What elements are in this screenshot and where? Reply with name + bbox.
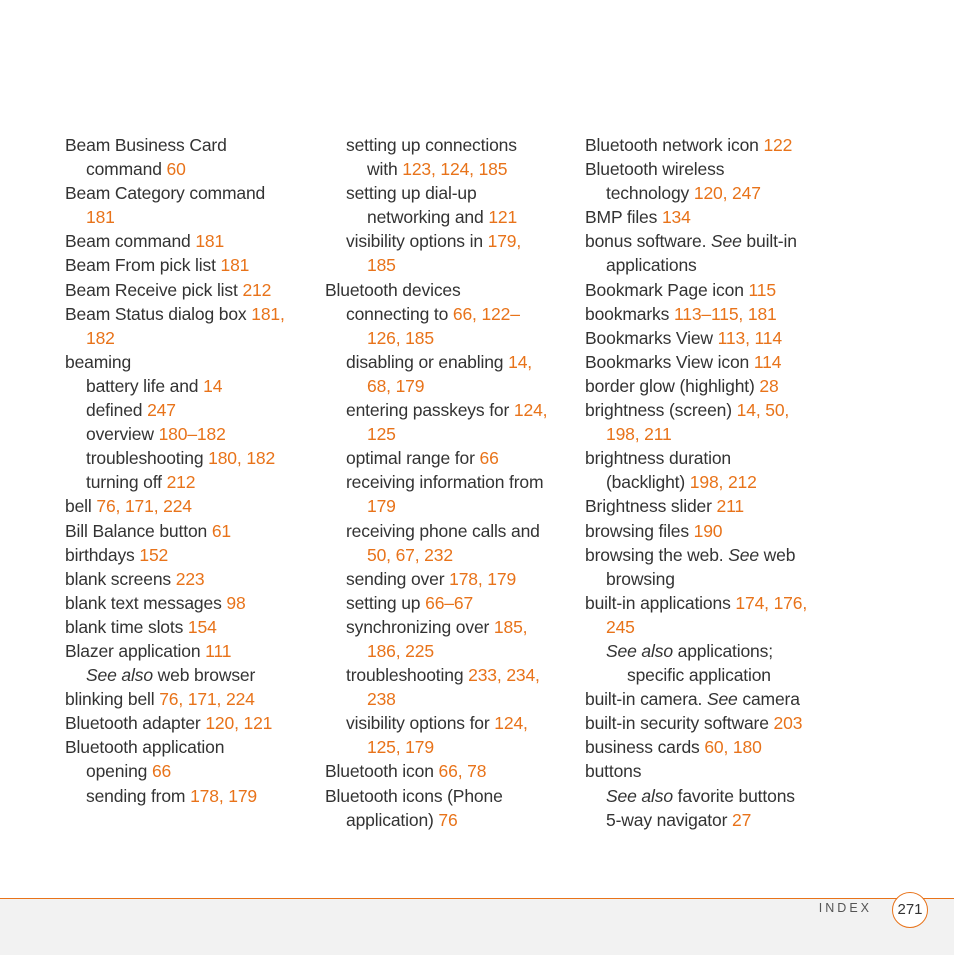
page-footer (0, 898, 954, 955)
page-reference[interactable]: 152 (139, 544, 169, 565)
entry-text: defined (86, 400, 148, 421)
page-reference[interactable]: 182 (86, 327, 115, 348)
index-entry (325, 302, 547, 326)
page-reference[interactable]: 179, (487, 231, 522, 252)
index-entry (65, 278, 285, 302)
entry-text: blank text messages (65, 592, 227, 613)
index-entry (325, 784, 547, 808)
entry-text: blank screens (65, 568, 176, 589)
entry-text: turning off (86, 472, 167, 493)
index-entry (585, 639, 807, 663)
page-reference[interactable]: 121 (488, 207, 518, 228)
index-entry (65, 205, 285, 229)
entry-text: networking and (367, 207, 489, 228)
index-entry (325, 543, 547, 567)
entry-text: Bookmark Page icon (585, 279, 749, 300)
entry-text: bookmarks (585, 303, 674, 324)
page-reference[interactable]: 198, 211 (606, 424, 672, 445)
entry-text: Bluetooth adapter (65, 713, 206, 734)
page-reference[interactable]: 223 (175, 568, 205, 589)
entry-text: with (367, 159, 403, 180)
entry-text: Beam Status dialog box (65, 303, 252, 324)
page-reference[interactable]: 178, 179 (190, 785, 257, 806)
entry-text: visibility options for (346, 713, 495, 734)
entry-text: application) (346, 809, 439, 830)
index-entry (585, 229, 807, 253)
entry-text: Bluetooth devices (325, 279, 461, 300)
page-reference[interactable]: 123, 124, 185 (402, 159, 508, 180)
cross-reference-label: See (706, 689, 738, 710)
page-reference[interactable]: 120, 247 (693, 183, 761, 204)
entry-text: Beam Receive pick list (65, 279, 243, 300)
index-entry (325, 278, 547, 302)
entry-text: overview (86, 424, 159, 445)
page-reference[interactable]: 115 (748, 279, 776, 300)
entry-text: optimal range for (346, 448, 480, 469)
index-entry (325, 422, 547, 446)
index-entry (585, 398, 807, 422)
index-column-2 (325, 133, 547, 832)
index-entry (65, 133, 285, 157)
entry-text: setting up (346, 592, 426, 613)
page-reference[interactable]: 66 (151, 761, 172, 782)
index-entry (585, 567, 807, 591)
index-column-1 (65, 133, 285, 808)
index-entry (585, 615, 807, 639)
index-entry (65, 639, 285, 663)
index-entry (65, 519, 285, 543)
entry-text: Beam Business Card (65, 135, 227, 155)
entry-text: opening (86, 761, 152, 782)
index-entry (65, 784, 285, 808)
entry-text: beaming (65, 351, 132, 372)
index-entry (585, 278, 807, 302)
entry-text: receiving information from (346, 472, 544, 493)
page-reference[interactable]: 124, (513, 400, 548, 421)
entry-text: battery life and (86, 375, 204, 396)
page-reference[interactable]: 180–182 (158, 424, 226, 445)
index-entry (585, 759, 807, 783)
page-reference[interactable]: 111 (205, 640, 232, 661)
entry-text: Blazer application (65, 640, 206, 661)
entry-text: Bookmarks View icon (585, 351, 754, 372)
index-entry (585, 205, 807, 229)
index-entry (325, 759, 547, 783)
entry-text: synchronizing over (346, 616, 494, 637)
page-reference[interactable]: 60 (166, 159, 186, 180)
index-entry (585, 470, 807, 494)
entry-text: BMP files (585, 207, 662, 228)
page-reference[interactable]: 181 (86, 207, 115, 228)
entry-text: Bluetooth network icon (585, 135, 764, 155)
page-reference[interactable]: 28 (759, 375, 779, 396)
entry-text: web browser (152, 665, 256, 686)
page-reference[interactable]: 203 (773, 713, 803, 734)
entry-text: troubleshooting (346, 665, 469, 686)
entry-text: blank time slots (65, 616, 188, 637)
page-reference[interactable]: 198, 212 (689, 472, 757, 493)
entry-text: setting up connections (346, 135, 517, 155)
index-entry (65, 374, 285, 398)
index-entry (325, 735, 547, 759)
entry-text: birthdays (65, 544, 140, 565)
index-entry (585, 374, 807, 398)
entry-text: border glow (highlight) (585, 375, 760, 396)
index-entry (585, 326, 807, 350)
index-entry (65, 663, 285, 687)
index-column-3 (585, 133, 807, 832)
page-reference[interactable]: 122 (763, 135, 793, 155)
entry-text: sending from (86, 785, 191, 806)
index-entry (585, 133, 807, 157)
entry-text: camera (737, 689, 800, 710)
index-entry (325, 446, 547, 470)
index-entry (325, 253, 547, 277)
entry-text: browsing (606, 568, 675, 589)
index-entry (585, 253, 807, 277)
index-entry (585, 519, 807, 543)
cross-reference-label: See also (606, 785, 673, 806)
entry-text: troubleshooting (86, 448, 209, 469)
index-entry (325, 350, 547, 374)
entry-text: 5-way navigator (606, 809, 732, 830)
page-reference[interactable]: 50, 67, 232 (367, 544, 453, 565)
index-entry (585, 784, 807, 808)
page-reference[interactable]: 126, 185 (367, 327, 434, 348)
entry-text: visibility options in (346, 231, 488, 252)
index-entry (585, 687, 807, 711)
index-entry (325, 398, 547, 422)
entry-text: built-in applications (585, 592, 736, 613)
cross-reference-label: See (728, 544, 759, 565)
page-reference[interactable]: 66, 122– (452, 303, 520, 324)
index-entry (65, 567, 285, 591)
page-reference[interactable]: 185 (367, 255, 396, 276)
index-entry (325, 711, 547, 735)
page-reference[interactable]: 179 (367, 496, 396, 517)
page-reference[interactable]: 113, 114 (717, 327, 782, 348)
index-entry (65, 398, 285, 422)
entry-text: disabling or enabling (346, 351, 509, 372)
page-reference[interactable]: 14 (203, 375, 223, 396)
index-entry (65, 494, 285, 518)
index-entry (585, 494, 807, 518)
page-reference[interactable]: 212 (242, 279, 272, 300)
entry-text: Bluetooth icon (325, 761, 439, 782)
page-reference[interactable]: 66, 78 (438, 761, 487, 782)
index-entry (65, 711, 285, 735)
index-entry (585, 422, 807, 446)
index-entry (65, 470, 285, 494)
index-entry (325, 326, 547, 350)
index-entry (65, 687, 285, 711)
index-entry (585, 663, 807, 687)
entry-text: sending over (346, 568, 450, 589)
entry-text: setting up dial-up (346, 183, 477, 204)
entry-text: brightness (screen) (585, 400, 737, 421)
entry-text: brightness duration (585, 448, 731, 469)
index-entry (585, 350, 807, 374)
index-entry (65, 229, 285, 253)
page-reference[interactable]: 238 (367, 689, 396, 710)
index-entry (325, 591, 547, 615)
page-reference[interactable]: 190 (693, 520, 723, 541)
cross-reference-label: See (711, 231, 742, 252)
page-reference[interactable]: 120, 121 (205, 713, 273, 734)
index-entry (585, 543, 807, 567)
index-entry (65, 759, 285, 783)
index-entry (65, 591, 285, 615)
page-reference[interactable]: 211 (716, 496, 744, 517)
index-entry (325, 808, 547, 832)
entry-text: Bill Balance button (65, 520, 212, 541)
index-entry (325, 639, 547, 663)
index-entry (325, 519, 547, 543)
index-entry (325, 663, 547, 687)
index-entry (585, 446, 807, 470)
entry-text: command (86, 159, 167, 180)
entry-text: browsing files (585, 520, 694, 541)
entry-text: specific application (627, 665, 771, 686)
page-reference[interactable]: 14, 50, (736, 400, 790, 421)
cross-reference-label: See also (606, 640, 673, 661)
entry-text: applications (606, 255, 697, 276)
entry-text: Beam From pick list (65, 255, 221, 276)
index-entry (325, 567, 547, 591)
page-reference[interactable]: 68, 179 (367, 375, 425, 396)
entry-text: Brightness slider (585, 496, 717, 517)
page-reference[interactable]: 174, 176, (735, 592, 808, 613)
page-reference[interactable]: 113–115, 181 (673, 303, 777, 324)
entry-text: browsing the web. (585, 544, 729, 565)
page-reference[interactable]: 66–67 (425, 592, 474, 613)
entry-text: applications; (672, 640, 773, 661)
index-entry (325, 205, 547, 229)
index-entry (325, 157, 547, 181)
page-reference[interactable]: 134 (661, 207, 691, 228)
entry-text: built-in camera. (585, 689, 707, 710)
index-entry (65, 735, 285, 759)
index-entry (65, 253, 285, 277)
entry-text: bell (65, 496, 97, 517)
index-entry (325, 133, 547, 157)
page-reference[interactable]: 178, 179 (449, 568, 517, 589)
page-reference[interactable]: 181 (220, 255, 250, 276)
page-reference[interactable]: 185, (493, 616, 528, 637)
page-reference[interactable]: 154 (187, 616, 217, 637)
page-reference[interactable]: 181, (251, 303, 285, 324)
page-reference[interactable]: 60, 180 (704, 737, 762, 758)
index-entry (585, 591, 807, 615)
page-reference[interactable]: 76, 171, 224 (159, 689, 255, 710)
index-entry (325, 494, 547, 518)
page-reference[interactable]: 76 (438, 809, 458, 830)
index-entry (585, 808, 807, 832)
index-entry (65, 181, 285, 205)
entry-text: Bluetooth application (65, 737, 225, 758)
entry-text: blinking bell (65, 689, 160, 710)
index-entry (585, 302, 807, 326)
index-entry (585, 711, 807, 735)
index-entry (585, 157, 807, 181)
index-entry (325, 374, 547, 398)
page-reference[interactable]: 66 (479, 448, 499, 469)
page-reference[interactable]: 233, 234, (468, 665, 540, 686)
section-label: INDEX (818, 901, 872, 915)
entry-text: receiving phone calls and (346, 520, 540, 541)
index-entry (65, 157, 285, 181)
page-reference[interactable]: 245 (606, 616, 635, 637)
index-entry (65, 302, 285, 326)
index-entry (325, 229, 547, 253)
page-reference[interactable]: 125 (367, 424, 396, 445)
index-entry (585, 735, 807, 759)
entry-text: connecting to (346, 303, 453, 324)
page-reference[interactable]: 124, (494, 713, 528, 734)
index-entry (585, 181, 807, 205)
entry-text: web (758, 544, 796, 565)
page-reference[interactable]: 98 (226, 592, 246, 613)
entry-text: business cards (585, 737, 705, 758)
entry-text: Bookmarks View (585, 327, 718, 348)
page-reference[interactable]: 186, 225 (367, 640, 434, 661)
page-reference[interactable]: 61 (211, 520, 231, 541)
index-entry (65, 422, 285, 446)
entry-text: Bluetooth icons (Phone (325, 785, 503, 806)
page-reference[interactable]: 27 (732, 809, 752, 830)
cross-reference-label: See also (86, 665, 153, 686)
entry-text: bonus software. (585, 231, 712, 252)
entry-text: Beam command (65, 231, 196, 252)
entry-text: built-in security software (585, 713, 774, 734)
index-entry (65, 350, 285, 374)
page-reference[interactable]: 76, 171, 224 (96, 496, 192, 517)
index-entry (325, 615, 547, 639)
page-reference[interactable]: 180, 182 (208, 448, 276, 469)
index-entry (65, 615, 285, 639)
entry-text: Bluetooth wireless (585, 159, 725, 180)
entry-text: built-in (741, 231, 797, 252)
index-entry (325, 181, 547, 205)
entry-text: buttons (585, 761, 642, 782)
index-entry (325, 470, 547, 494)
index-entry (325, 687, 547, 711)
page-reference[interactable]: 114 (753, 351, 782, 372)
index-entry (65, 326, 285, 350)
page-reference[interactable]: 125, 179 (367, 737, 434, 758)
index-entry (65, 446, 285, 470)
entry-text: (backlight) (606, 472, 690, 493)
page-number: 271 (892, 892, 928, 928)
entry-text: entering passkeys for (346, 400, 514, 421)
page-reference[interactable]: 14, (508, 351, 532, 372)
page-reference[interactable]: 181 (195, 231, 225, 252)
entry-text: Beam Category command (65, 183, 266, 204)
page-reference[interactable]: 247 (147, 400, 176, 421)
entry-text: technology (606, 183, 694, 204)
index-entry (65, 543, 285, 567)
entry-text: favorite buttons (672, 785, 795, 806)
page-reference[interactable]: 212 (166, 472, 196, 493)
